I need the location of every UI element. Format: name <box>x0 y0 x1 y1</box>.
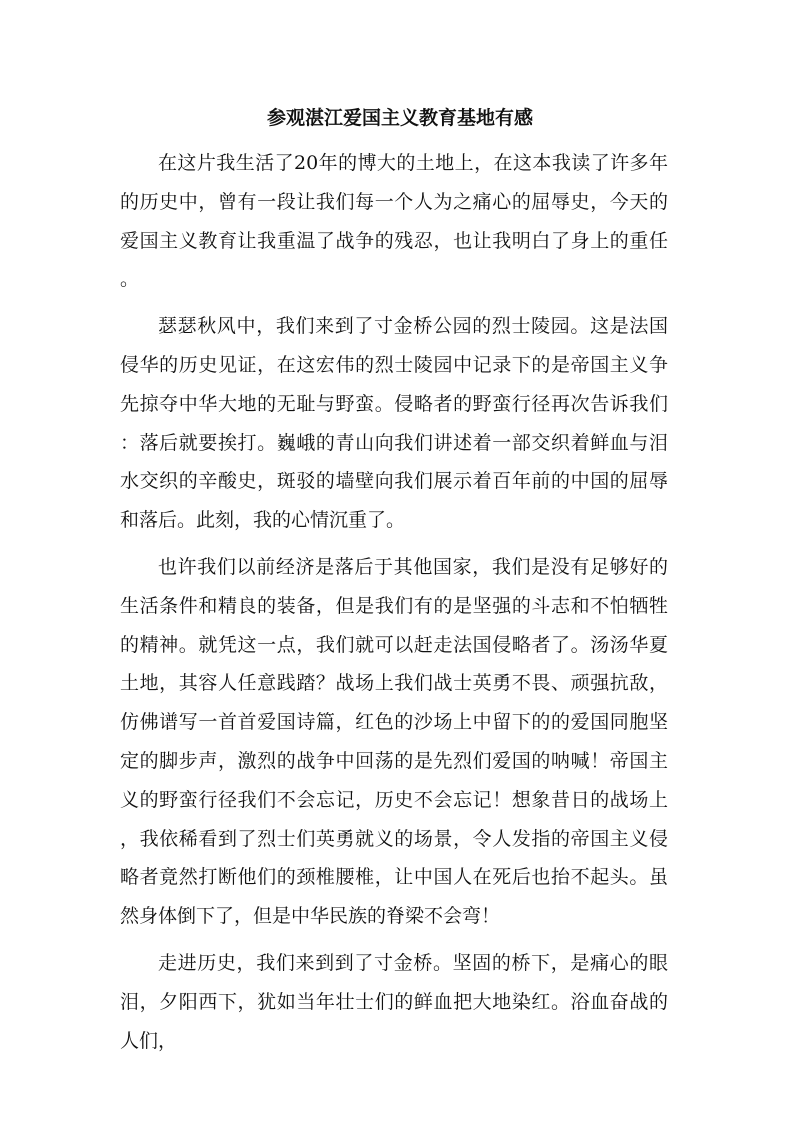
paragraph-3: 也许我们以前经济是落后于其他国家，我们是没有足够好的生活条件和精良的装备，但是我们有的是坚强的斗志和不怕牺牲的精神。就凭这一点，我们就可以赶走法国侵略者了。汤汤华夏土地，其容人任意践踏？战场上我们战士英勇不畏、顽强抗敌，仿佛谱写一首首爱国诗篇，红色的沙场上中留下的的爱国同胞坚定的脚步声，激烈的战争中回荡的是先烈们爱国的呐喊！帝国主义的野蛮行径我们不会忘记，历史不会忘记！想象昔日的战场上，我依稀看到了烈士们英勇就义的场景，令人发指的帝国主义侵略者竟然打断他们的颈椎腰椎，让中国人在死后也抬不起头。虽然身体倒下了，但是中华民族的脊梁不会弯！ <box>120 555 668 928</box>
document-title: 参观湛江爱国主义教育基地有感 <box>266 107 533 129</box>
paragraph-1: 在这片我生活了20年的博大的土地上，在这本我读了许多年的历史中，曾有一段让我们每一个人为之痛心的屈辱史，今天的爱国主义教育让我重温了战争的残忍，也让我明白了身上的重任。 <box>120 152 668 291</box>
document-body <box>120 144 668 1060</box>
paragraph-2: 瑟瑟秋风中，我们来到了寸金桥公园的烈士陵园。这是法国侵华的历史见证，在这宏伟的烈士陵园中记录下的是帝国主义争先掠夺中华大地的无耻与野蛮。侵略者的野蛮行径再次告诉我们：落后就要挨打。巍峨的青山向我们讲述着一部交织着鲜血与泪水交织的辛酸史，斑驳的墙壁向我们展示着百年前的中国的屈辱和落后。此刻，我的心情沉重了。 <box>120 315 668 532</box>
paragraph-4: 走进历史，我们来到到了寸金桥。坚固的桥下，是痛心的眼泪，夕阳西下，犹如当年壮士们的鲜血把大地染红。浴血奋战的人们， <box>120 951 668 1052</box>
